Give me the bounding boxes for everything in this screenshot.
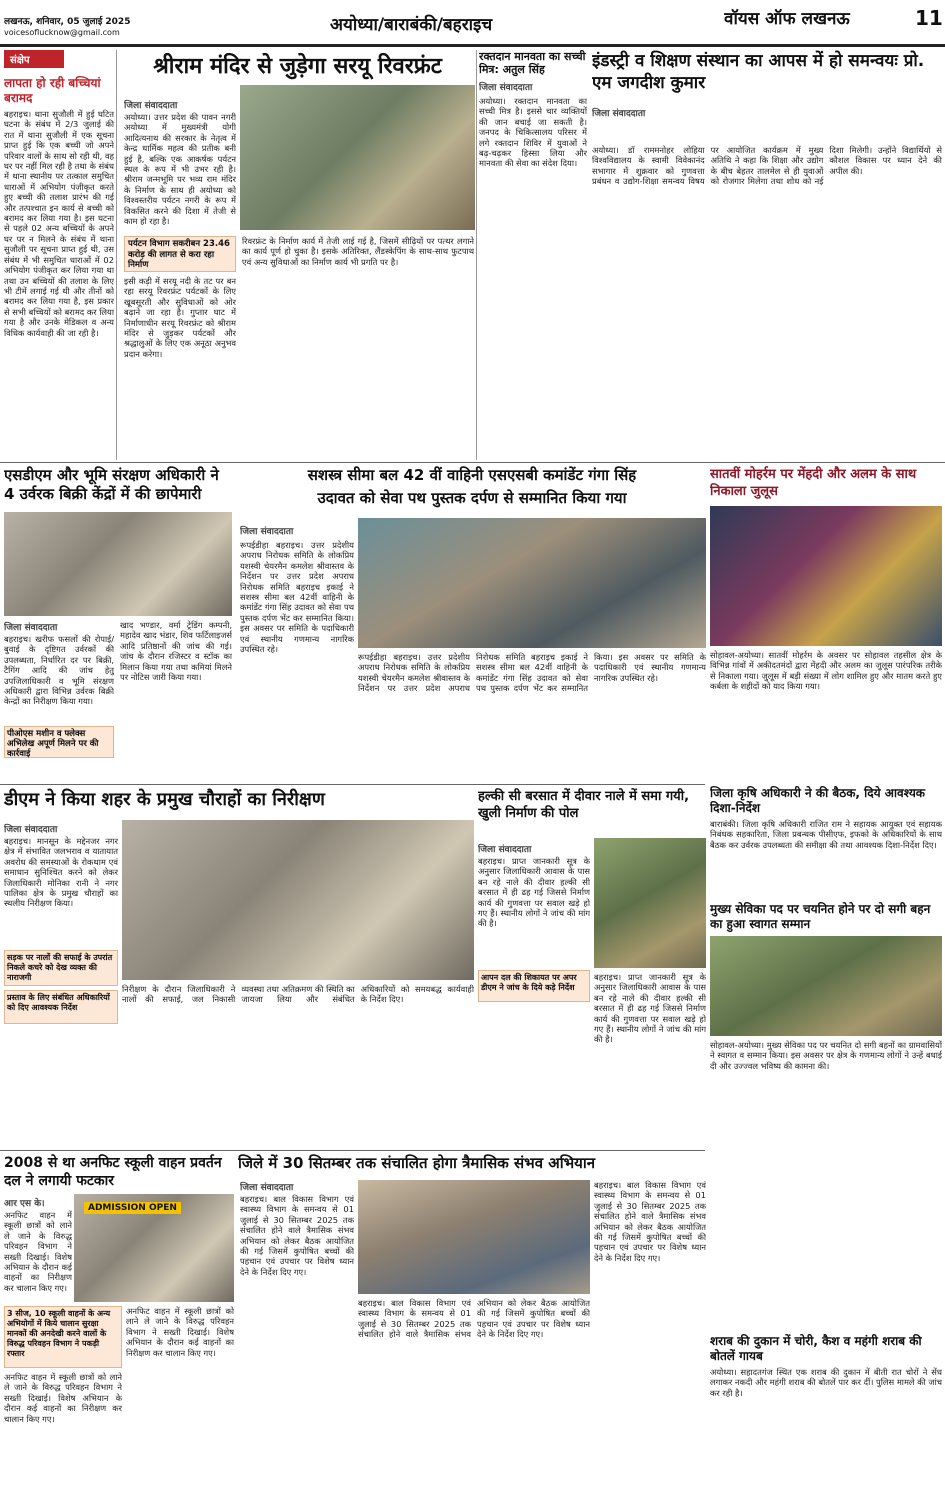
photo-fertilizer-shop [4, 512, 232, 616]
headline: डीएम ने किया शहर के प्रमुख चौराहों का निरीक्षण [4, 789, 325, 810]
headline: शराब की दुकान में चोरी, कैश व महंगी शराब की बोतलें गायब [710, 1334, 922, 1363]
dateline: जिला संवाददाता [479, 83, 533, 93]
highlight-text: 3 सीज, 10 स्कूली वाहनों के अन्य अभियोगों में किये चालान सुरक्षा मानकों की अनदेखी करने वालों के विरुद्ध परिवहन विभाग ने पकड़ी रफ्तार [7, 1309, 111, 1358]
story-text: बहराइच। बाल विकास विभाग एवं स्वास्थ्य विभाग के समन्वय से 01 जुलाई से 30 सितम्बर 2025 तक संचालित होने वाले त्रैमासिक संभव अभियान को लेकर बैठक आयोजित की गई जिसमें कुपोषित बच्चों की पहचान एवं उपचार पर विशेष ध्यान देने के निर्देश दिए गए। [358, 1298, 590, 1340]
dateline: जिला संवाददाता [240, 1183, 294, 1193]
highlight-box [478, 970, 590, 1002]
story-text: रिवरफ्रंट के निर्माण कार्य में तेजी लाई गई है, जिसमें सीढ़ियों पर पत्थर लगाने का कार्य पूर्ण हो चुका है। इसके अतिरिक्त, लैंडस्केपिंग के साथ-साथ फुटपाथ एवं अन्य सुविधाओं का निर्माण कार्य भी प्रगति पर है। [242, 236, 474, 267]
photo-riverfront [240, 85, 475, 230]
story-text: खाद भण्डार, वर्मा ट्रेडिंग कम्पनी, महादेव खाद भंडार, शिव फर्टिलाइजर्स आदि प्रतिष्ठानों की जांच की गई। जांच के दौरान रजिस्टर व स्टॉक का मिलान किया गया तथा कमियां मिलने पर नोटिस जारी किया गया। [120, 620, 232, 683]
story-text: अयोध्या। सहादतगंज स्थित एक शराब की दुकान में बीती रात चोरों ने सेंध लगाकर नकदी और महंगी शराब की बोतलें पार कर दीं। पुलिस मामले की जांच कर रही है। [710, 1367, 942, 1398]
story-text: बहराइच। बाल विकास विभाग एवं स्वास्थ्य विभाग के समन्वय से 01 जुलाई से 30 सितम्बर 2025 तक संचालित होने वाले त्रैमासिक संभव अभियान को लेकर बैठक आयोजित की गई जिसमें कुपोषित बच्चों की पहचान एवं उपचार पर विशेष ध्यान देने के निर्देश दिए गए। [594, 1180, 706, 1263]
photo-drain [594, 838, 706, 968]
headline: एसडीएम और भूमि संरक्षण अधिकारी ने 4 उर्वरक बिक्री केंद्रों में की छापेमारी [4, 466, 219, 503]
headline: सातवीं मोहर्रम पर मेंहदी और अलम के साथ निकाला जुलूस [710, 467, 917, 499]
col-divider [116, 50, 117, 460]
dateline: जिला संवाददाता [124, 101, 178, 111]
headline: जिले में 30 सितम्बर तक संचालित होगा त्रैमासिक संभव अभियान [238, 1154, 596, 1172]
headline: श्रीराम मंदिर से जुड़ेगा सरयू रिवरफ्रंट [153, 54, 442, 79]
story-text: निरीक्षण के दौरान जिलाधिकारी ने नालों की सफाई, जल निकासी व्यवस्था तथा अतिक्रमण की स्थिति का जायजा लिया और संबंधित अधिकारियों को समयबद्ध कार्यवाही के निर्देश दिए। [122, 984, 474, 1005]
dateline: जिला संवाददाता [592, 109, 646, 119]
highlight-text: आपन दल की शिकायत पर अपर डीएम ने जांच के दिये कड़े निर्देश [481, 973, 577, 992]
story-text: बाराबंकी। जिला कृषि अधिकारी राजित राम ने सहायक आयुक्त एवं सहायक निबंधक सहकारिता, जिला प्रबन्धक पीसीएफ, इफको के अधिकारियों के साथ बैठक कर उर्वरक उपलब्धता की समीक्षा की तथा आवश्यक दिशा-निर्देश दिए। [710, 819, 942, 850]
photo-meeting [358, 1180, 590, 1294]
briefs-tag: संक्षेप [4, 50, 64, 68]
story-text: सोहावल-अयोध्या। मुख्य सेविका पद पर चयनित दो सगी बहनों का ग्रामवासियों ने स्वागत व सम्मान किया। इस अवसर पर क्षेत्र के गणमान्य लोगों ने उन्हें बधाई दी और उज्ज्वल भविष्य की कामना की। [710, 1040, 942, 1071]
story-raktdan [479, 50, 587, 460]
photo-school-bus [74, 1194, 234, 1302]
dateline: आर एस के। [4, 1199, 45, 1209]
story-text: अयोध्या। रक्तदान मानवता का सच्ची मित्र है। इससे चार व्यक्तियों की जान बचाई जा सकती है। जनपद के चिकित्सालय परिसर में लगे रक्तदान शिविर में युवाओं ने बढ़-चढ़कर हिस्सा लिया और मानवता की सेवा का संदेश दिया। [479, 96, 587, 169]
story-text: अयोध्या। डॉ राममनोहर लोहिया विश्वविद्यालय के स्वामी विवेकानंद सभागार में शुक्रवार को गुणवत्ता प्रबंधन व उद्योग-शिक्षा समन्वय विषय पर आयोजित कार्यक्रम में मुख्य अतिथि ने कहा कि शिक्षा और उद्योग के बीच बेहतर तालमेल से ही युवाओं को रोजगार मिलेगा तथा शोध को नई दिशा मिलेगी। उन्होंने विद्यार्थियों से कौशल विकास पर ध्यान देने की अपील की। [592, 145, 942, 187]
story-text: रूपईडीहा बहराइच। उत्तर प्रदेशीय अपराध निरोधक समिति के लोकप्रिय यशस्वी चेयरमैन कमलेश श्रीवास्तव के निर्देशन पर उत्तर प्रदेश अपराध निरोधक समिति बहराइच इकाई ने सशस्त्र सीमा बल 42वीं वाहिनी के कमांडेंट गंगा सिंह उदावत को सेवा पथ पुस्तक दर्पण भेंट कर सम्मानित किया। इस अवसर पर समिति के पदाधिकारी एवं स्थानीय गणमान्य नागरिक उपस्थित रहे। [358, 652, 706, 694]
highlight-box [4, 990, 118, 1024]
story-text: बहराइच। प्राप्त जानकारी सूत्र के अनुसार जिलाधिकारी आवास के पास बन रहे नाले की दीवार हल्की सी बरसात में ही ढह गई जिससे निर्माण कार्य की गुणवत्ता पर सवाल खड़े हो गए हैं। स्थानीय लोगों ने जांच की मांग की है। [594, 972, 706, 1045]
highlight-text: पर्यटन विभाग सकरीबन 23.46 करोड़ की लागत से करा रहा निर्माण [128, 239, 230, 270]
headline: हल्की सी बरसात में दीवार नाले में समा गयी, खुली निर्माण की पोल [478, 789, 690, 821]
story-krishi [710, 786, 942, 898]
story-text: अनफिट वाहन में स्कूली छात्रों को लाने ले जाने के विरुद्ध परिवहन विभाग ने सख्ती दिखाई। विशेष अभियान के दौरान कई वाहनों का निरीक्षण कर चालान किए गए। [126, 1306, 234, 1358]
story-text: अयोध्या। उत्तर प्रदेश की पावन नगरी अयोध्या में मुख्यमंत्री योगी आदित्यनाथ की सरकार के नेतृत्व में केन्द्र धार्मिक महत्व की प्रतीक बनी हुई है, बल्कि एक आकर्षक पर्यटन स्थल के रूप में भी उभर रही है। श्रीराम जन्मभूमि पर भव्य राम मंदिर के निर्माण के साथ ही अयोध्या को विश्वस्तरीय पर्यटन नगरी के रूप में विकसित करने की दिशा में तेजी से काम हो रहा है। [124, 112, 236, 227]
headline: जिला कृषि अधिकारी ने की बैठक, दिये आवश्यक दिशा-निर्देश [710, 786, 925, 815]
story-text: बहराइच। मानसून के मद्देनजर नगर क्षेत्र में संभावित जलभराव व यातायात अवरोध की समस्याओं के रोकथाम एवं समाधान सुनिश्चित करने को लेकर जिलाधिकारी मोनिका रानी ने नगर पालिका क्षेत्र के प्रमुख चौराहों का स्थलीय निरीक्षण किया। [4, 836, 118, 909]
brand-logo [724, 6, 919, 36]
story-sharab [710, 1334, 942, 1496]
photo-moharram [710, 506, 942, 646]
story-text: सोहावल-अयोध्या। सातवीं मोहर्रम के अवसर पर सोहावल तहसील क्षेत्र के विभिन्न गांवों में अकीदतमंदों द्वारा मेंहदी और अलम का जुलूस पारंपरिक तरीके से निकाला गया। जुलूस में बड़ी संख्या में लोग शामिल हुए और मातम करते हुए कर्बला के शहीदों को याद किया गया। [710, 650, 942, 692]
highlight-text: सड़क पर नालों की सफाई के उपरांत निकले कचरे को देख व्यक्त की नाराजगी [7, 953, 113, 982]
dateline: जिला संवाददाता [240, 527, 294, 537]
dateline: जिला संवाददाता [4, 825, 58, 835]
headline: रक्तदान मानवता का सच्ची मित्र: अतुल सिंह [479, 50, 586, 76]
photo-sevika [710, 936, 942, 1036]
headline: इंडस्ट्री व शिक्षण संस्थान का आपस में हो समन्वयः प्रो. एम जगदीश कुमार [592, 51, 925, 93]
highlight-box [124, 236, 236, 272]
col-divider [476, 50, 477, 460]
section-rule [0, 462, 945, 463]
masthead [0, 0, 945, 48]
photo-ssb-honour [358, 518, 706, 648]
headline: 2008 से था अनफिट स्कूली वाहन प्रवर्तन दल ने लगायी फटकार [4, 1155, 222, 1189]
section-rule [0, 1150, 705, 1151]
story-text: अनफिट वाहन में स्कूली छात्रों को लाने ले जाने के विरुद्ध परिवहन विभाग ने सख्ती दिखाई। विशेष अभियान के दौरान कई वाहनों का निरीक्षण कर चालान किए गए। [4, 1372, 122, 1424]
highlight-box [4, 726, 114, 758]
highlight-box [4, 1306, 122, 1368]
dateline: जिला संवाददाता [478, 845, 532, 855]
story-text: अनफिट वाहन में स्कूली छात्रों को लाने ले जाने के विरुद्ध परिवहन विभाग ने सख्ती दिखाई। विशेष अभियान के दौरान कई वाहनों का निरीक्षण कर चालान किए गए। [4, 1210, 72, 1293]
story-text: बहराइच। खरीफ फसलों की रोपाई/बुवाई के दृष्टिगत उर्वरकों की उपलब्धता, निर्धारित दर पर बिक्री, टैगिंग आदि की जांच हेतु उपजिलाधिकारी व भूमि संरक्षण अधिकारी द्वारा विभिन्न उर्वरक बिक्री केन्द्रों का निरीक्षण किया गया। [4, 634, 114, 707]
brief-title: लापता हो रही बच्चियां बरामद [4, 76, 101, 105]
highlight-box [4, 950, 118, 986]
story-text: बहराइच। प्राप्त जानकारी सूत्र के अनुसार जिलाधिकारी आवास के पास बन रहे नाले की दीवार हल्की सी बरसात में ही ढह गई जिससे निर्माण कार्य की गुणवत्ता पर सवाल खड़े हो गए हैं। स्थानीय लोगों ने जांच की मांग की है। [478, 856, 590, 929]
section-title: अयोध्या/बाराबंकी/बहराइच [330, 15, 493, 35]
dateline: जिला संवाददाता [4, 623, 58, 633]
highlight-text: प्रस्ताव के लिए संबंधित अधिकारियों को दिए आवश्यक निर्देश [7, 993, 110, 1012]
story-text: रूपईडीहा बहराइच। उत्तर प्रदेशीय अपराध निरोधक समिति के लोकप्रिय यशस्वी चेयरमैन कमलेश श्रीवास्तव के निर्देशन पर उत्तर प्रदेश अपराध निरोधक समिति बहराइच इकाई ने सशस्त्र सीमा बल 42वीं वाहिनी के कमांडेंट गंगा सिंह उदावत को सेवा पथ पुस्तक दर्पण भेंट कर सम्मानित किया। इस अवसर पर समिति के पदाधिकारी एवं स्थानीय गणमान्य नागरिक उपस्थित रहे। [240, 540, 354, 655]
headline: उदावत को सेवा पथ पुस्तक दर्पण से सम्मानित किया गया [317, 489, 627, 507]
headline: सशस्त्र सीमा बल 42 वीं वाहिनी एसएसबी कमांडेंट गंगा सिंह [307, 466, 637, 484]
brief-text: बहराइच। थाना सुजौली में हुई घटित घटना के संबंध में 2/3 जुलाई की रात में थाना सुजौली में एक सूचना प्राप्त हुई कि एक बच्ची जो अपने परिवार वालों के साथ सो रही थी, वह घर पर नहीं मिल रही है तथा के संबंध में थाना स्थानीय पर तत्काल समुचित धाराओं में अभियोग पंजीकृत करते हुए बच्ची की तलाश प्रारंभ की गई और तत्पश्चात इन कार्य से बच्ची को बरामद कर लिया गया है। इस घटना से पहले 02 अन्य बच्चियों के अपने घर पर न मिलने के संबंध में थाना सुजौली पर सूचना प्राप्त हुई थी, उस संबंध में भी समुचित धाराओं में 02 अभियोग पंजीकृत कर लिया गया था तथा उन बच्चियों की तलाश के लिए भी टीमें लगाई गई थी और तीनों को बरामद कर लिया गया है, इस प्रकार से सभी बच्चियों को बरामद कर लिया गया है और उनके मेडिकल व अन्य विधिक कार्यवाही की जा रही है। [4, 109, 114, 338]
page-number: 11 [915, 6, 943, 30]
photo-dm-inspection [122, 820, 474, 980]
brand-name: वॉयस ऑफ लखनऊ [724, 9, 850, 29]
highlight-text: पीओएस मशीन व फ्लेक्स अभिलेख अपूर्ण मिलने पर की कार्रवाई [7, 729, 99, 759]
bus-sign: ADMISSION OPEN [84, 1202, 181, 1214]
briefs-column [4, 50, 114, 460]
masthead-rule [0, 44, 945, 47]
section-rule [0, 784, 705, 785]
dateline: लखनऊ, शनिवार, 05 जुलाई 2025 [4, 17, 131, 27]
story-text: इसी कड़ी में सरयू नदी के तट पर बन रहा सरयू रिवरफ्रंट पर्यटकों के लिए खूबसूरती और सुविधाओं को ओर बढ़ाने जा रहा है। गुप्तार घाट में निर्माणाधीन सरयू रिवरफ्रंट को श्रीराम मंदिर से जुड़कर पर्यटकों और श्रद्धालुओं के लिए एक अनूठा अनुभव प्रदान करेगा। [124, 276, 236, 359]
story-text: बहराइच। बाल विकास विभाग एवं स्वास्थ्य विभाग के समन्वय से 01 जुलाई से 30 सितम्बर 2025 तक संचालित होने वाले त्रैमासिक संभव अभियान को लेकर बैठक आयोजित की गई जिसमें कुपोषित बच्चों की पहचान एवं उपचार पर विशेष ध्यान देने के निर्देश दिए गए। [240, 1194, 354, 1277]
email[interactable]: voicesoflucknow@gmail.com [4, 28, 120, 37]
headline: मुख्य सेविका पद पर चयनित होने पर दो सगी बहन का हुआ स्वागत सम्मान [710, 902, 931, 931]
